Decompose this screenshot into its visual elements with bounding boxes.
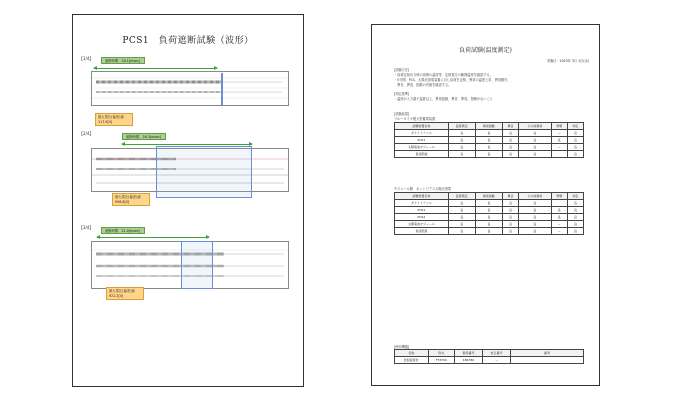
column-header: 温度測定 (448, 193, 475, 200)
interruption-region (181, 241, 213, 289)
table-caption: モジュール側 ネットピアス太陽光発電 (394, 187, 452, 191)
table-cell: 良 (502, 207, 518, 214)
table-cell: 良 (567, 207, 583, 214)
table-cell: 良 (567, 214, 583, 221)
table-cell: ー (551, 144, 567, 151)
table-cell: 良 (475, 144, 502, 151)
column-header: 異音 (502, 193, 518, 200)
judge-line: ・温度が入力端子温度以上、異常振動、異音、異臭、発煙がないこと (394, 97, 493, 101)
results-table-1 (394, 122, 584, 158)
table-cell: 良 (475, 137, 502, 144)
table-row (395, 228, 584, 235)
table-cell: 良 (502, 228, 518, 235)
method-line: 異音、異臭、振動の有無を確認する。 (394, 83, 452, 87)
interruption-time-box (101, 227, 145, 234)
instrument-table (394, 349, 584, 364)
table-cell: 良 (448, 151, 475, 158)
table-cell: 良 (502, 151, 518, 158)
results-table-2 (394, 192, 584, 235)
table-cell: 良 (567, 221, 583, 228)
test-date: 実施日：2023年 3月 1日(水) (546, 59, 589, 63)
table-cell: 良 (448, 200, 475, 207)
table-cell: 良 (448, 221, 475, 228)
table-cell: 良 (448, 228, 475, 235)
table-cell: 良 (519, 151, 551, 158)
table-cell: 良 (475, 151, 502, 158)
max-voltage-value: 956.8[V] (115, 199, 130, 204)
table-cell: 良 (519, 228, 551, 235)
table-row (395, 221, 584, 228)
table-cell: ー (551, 228, 567, 235)
max-voltage-value: 117.9[V] (98, 119, 113, 124)
interruption-time-box (122, 133, 166, 140)
table-header-row (395, 350, 584, 357)
table-cell (551, 151, 567, 158)
table-cell: PCS2 (395, 214, 449, 221)
max-voltage-value: 921.2[V] (109, 293, 124, 298)
table-cell: 良 (475, 130, 502, 137)
table-cell (511, 357, 584, 364)
table-cell: ダクトトランス (395, 200, 449, 207)
table-cell: 良 (567, 200, 583, 207)
waveform-traces (92, 72, 288, 105)
table-cell: 良 (475, 214, 502, 221)
column-header: 形式 (428, 350, 454, 357)
column-header: 判定 (567, 193, 583, 200)
column-header: 発煙 (551, 123, 567, 130)
column-header: 異音 (502, 123, 518, 130)
table-row (395, 144, 584, 151)
table-cell: 良 (502, 130, 518, 137)
column-header: 名称 (395, 350, 429, 357)
interruption-time-label: 遮断時間 28.1[msec] (105, 59, 141, 63)
table-cell: 良 (567, 151, 583, 158)
table-cell: 良 (519, 200, 551, 207)
table-cell: 180780 (454, 357, 482, 364)
table-header-row (395, 123, 584, 130)
method-heading: [試験方法] (394, 68, 410, 72)
column-header: 試験装置名称 (395, 123, 449, 130)
waveform-page (72, 14, 304, 387)
table-cell: 良 (567, 228, 583, 235)
table-cell: 良 (519, 130, 551, 137)
table-cell: 良 (475, 228, 502, 235)
table-cell: 良 (502, 200, 518, 207)
table-row (395, 130, 584, 137)
table-cell: FT3700 (428, 357, 454, 364)
duration-arrow (97, 237, 209, 238)
waveform-chart (91, 71, 289, 106)
column-header: 判定 (567, 123, 583, 130)
column-header: その他異常 (519, 193, 551, 200)
page-title: PCS1 負荷遮断試験（波形） (122, 36, 254, 46)
section-label: 【3/4】 (79, 225, 94, 230)
max-voltage-label: 最大電圧(偏差)値 (109, 289, 135, 293)
interruption-time-label: 遮断時間 21.0[msec] (105, 229, 141, 233)
table-row (395, 200, 584, 207)
column-header: その他異常 (519, 123, 551, 130)
method-line: ・負荷定格出力時の周囲の温度等、定格電圧の範囲温度を確認する。 (394, 73, 493, 77)
column-header: 校正番号 (482, 350, 510, 357)
table-cell: 直流配線 (395, 228, 449, 235)
table-cell: 良 (502, 144, 518, 151)
table-cell: 太陽電池モジュール (395, 221, 449, 228)
table-cell: 良 (502, 137, 518, 144)
table-cell: 太陽電池モジュール (395, 144, 449, 151)
table-cell: 良 (551, 207, 567, 214)
max-voltage-box (112, 193, 150, 206)
table-cell (551, 200, 567, 207)
table-cell: 放射温度計 (395, 357, 429, 364)
temperature-test-page (371, 24, 600, 386)
table-cell: 良 (519, 214, 551, 221)
max-voltage-label: 最大電圧(偏差)値 (98, 115, 124, 119)
marker-line (221, 73, 223, 105)
table-row (395, 207, 584, 214)
table-cell: 良 (567, 144, 583, 151)
column-header: 発煙 (551, 193, 567, 200)
table-cell: 良 (551, 214, 567, 221)
table-cell: 良 (475, 200, 502, 207)
table-cell: ー (551, 221, 567, 228)
instrument-heading: [使用機器] (394, 345, 410, 349)
section-label: 【2/4】 (79, 131, 94, 136)
max-voltage-box (95, 113, 133, 126)
table-row (395, 357, 584, 364)
table-cell: 良 (551, 137, 567, 144)
column-header: 異常振動 (475, 193, 502, 200)
table-cell: 良 (519, 207, 551, 214)
column-header: 異常振動 (475, 123, 502, 130)
interruption-time-box (101, 57, 145, 64)
table-cell: 直流配線 (395, 151, 449, 158)
page-title: 負荷試験(温度測定) (459, 47, 512, 54)
table-cell: PCS1 (395, 207, 449, 214)
table-caption: ブルーダイヤ製大型蓄電装置 (394, 117, 436, 121)
table-header-row (395, 193, 584, 200)
duration-arrow (122, 144, 252, 145)
max-voltage-box (106, 287, 144, 300)
section-label: 【1/4】 (79, 56, 94, 61)
column-header: 備考 (511, 350, 584, 357)
table-cell: 良 (502, 221, 518, 228)
table-row (395, 214, 584, 221)
column-header: 温度測定 (448, 123, 475, 130)
table-cell: 良 (448, 130, 475, 137)
duration-arrow (94, 68, 217, 69)
column-header: 製造番号 (454, 350, 482, 357)
table-cell: 良 (448, 214, 475, 221)
judge-heading: [判定基準] (394, 92, 410, 96)
method-line: ・5分間、PCS、太陽光発電装置に対し負荷を定格、異常の温度上昇、異常動作、 (394, 78, 511, 82)
interruption-region (156, 146, 252, 198)
table-cell: 良 (519, 144, 551, 151)
table-cell: ー (551, 130, 567, 137)
table-cell: PCS1 (395, 137, 449, 144)
table-cell: 良 (475, 221, 502, 228)
table-cell: ダクトトランス (395, 130, 449, 137)
max-voltage-label: 最大電圧(偏差)値 (115, 195, 141, 199)
table-row (395, 137, 584, 144)
interruption-time-label: 遮断時間 26.3[msec] (126, 135, 162, 139)
table-cell: 良 (519, 137, 551, 144)
table-cell: 良 (502, 214, 518, 221)
table-cell: ー (482, 357, 510, 364)
table-cell: 良 (475, 207, 502, 214)
results-heading: [試験結果] (394, 112, 410, 116)
table-cell: 良 (567, 137, 583, 144)
column-header: 試験装置名称 (395, 193, 449, 200)
table-cell: 良 (448, 137, 475, 144)
table-row (395, 151, 584, 158)
table-cell: 良 (448, 144, 475, 151)
table-cell: 良 (448, 207, 475, 214)
table-cell: 良 (567, 130, 583, 137)
table-cell: 良 (519, 221, 551, 228)
